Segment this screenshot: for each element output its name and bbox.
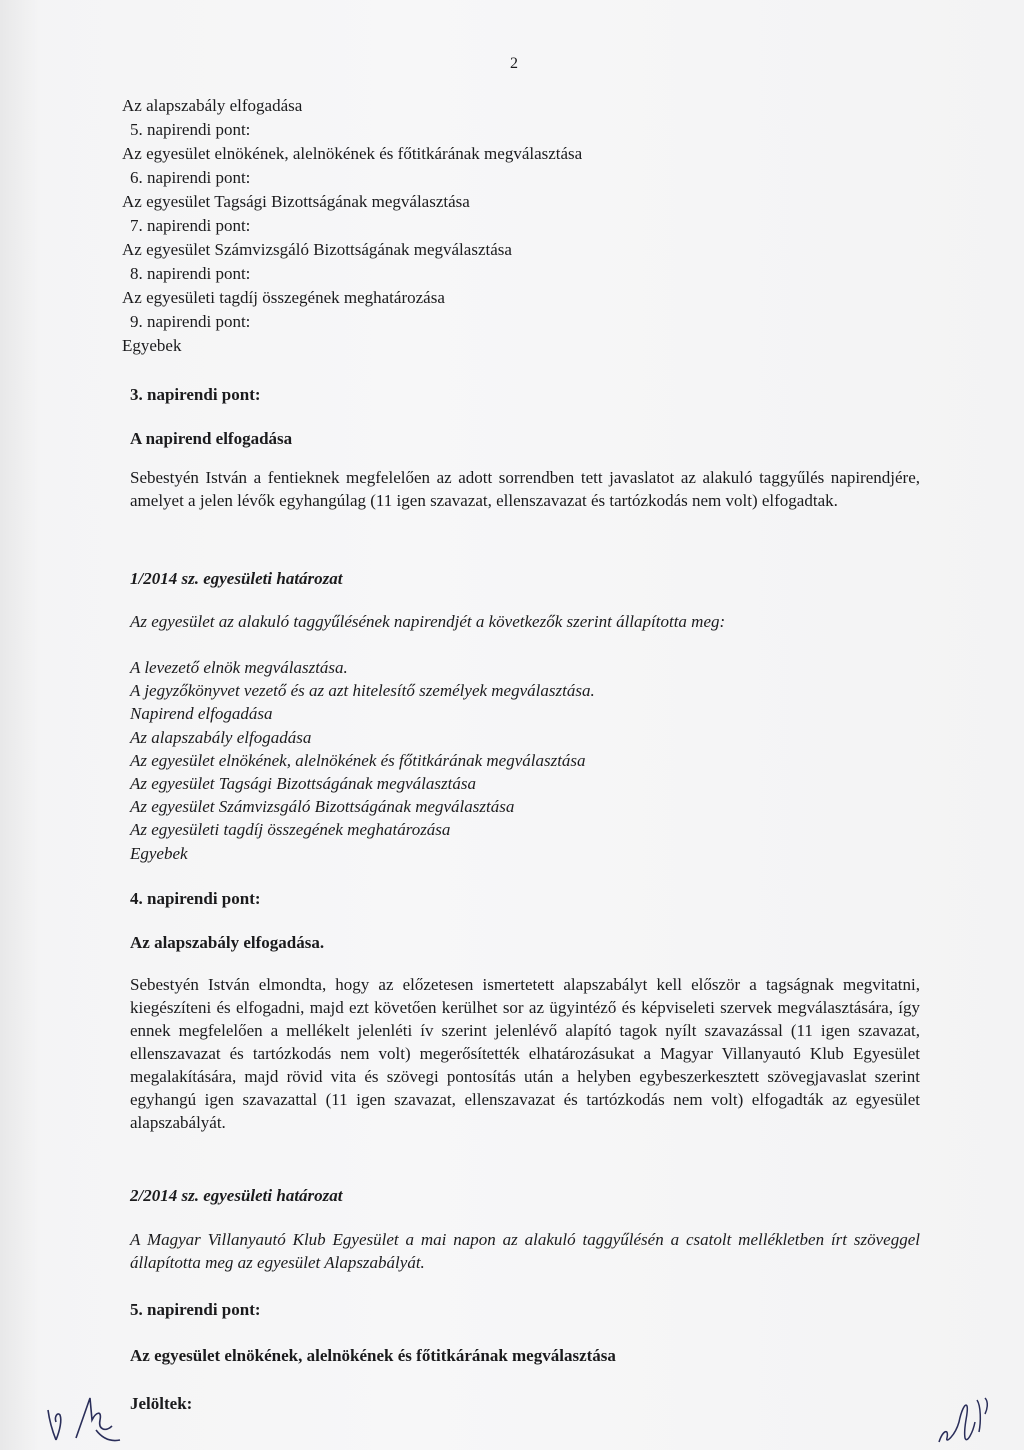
agenda-item-text: Az egyesület elnökének, alelnökének és főtitkárának megválasztása	[122, 144, 583, 163]
section3-title: A napirend elfogadása	[130, 429, 293, 448]
section3-body: Sebestyén István a fentieknek megfelelően az adott sorrendben tett javaslatot az alakuló taggyűlés napirendjére, amelyet a jelen lévők egyhangúlag (11 igen szavazat, ellenszavazat és tartózkodás nem volt) elfogadtak.	[130, 468, 920, 510]
signature-left-icon	[40, 1390, 125, 1445]
agenda-item-text: Az egyesületi tagdíj összegének meghatározása	[122, 288, 445, 307]
page-edge-shadow	[0, 0, 40, 1450]
agenda-list	[122, 94, 822, 358]
page-number: 2	[510, 55, 518, 72]
agenda-item-text: Az alapszabály elfogadása	[122, 96, 303, 115]
resolution-1-intro: Az egyesület az alakuló taggyűlésének napirendjét a következők szerint állapította meg:	[130, 612, 726, 631]
agenda-item-text: Az egyesület Számvizsgáló Bizottságának megválasztása	[122, 240, 512, 259]
resolution-1-item: A jegyzőkönyvet vezető és az azt hitelesítő személyek megválasztása.	[130, 681, 595, 701]
resolution-1-item: Az egyesületi tagdíj összegének meghatározása	[130, 820, 451, 840]
resolution-1-item: Egyebek	[130, 843, 188, 863]
resolution-1-list	[130, 656, 920, 865]
resolution-1-item: Az egyesület Számvizsgáló Bizottságának megválasztása	[130, 797, 515, 817]
agenda-item-text: Egyebek	[122, 336, 182, 355]
agenda-item-number: 6. napirendi pont:	[130, 168, 251, 187]
section4-body: Sebestyén István elmondta, hogy az előzetesen ismertetett alapszabályt kell először a tagságnak megvitatni, kiegészíteni és elfogadni, majd ezt követően kerülhet sor az ügyintéző és képviseleti szervek megválasztására, így ennek megfelelően a mellékelt jelenléti ív szerint jelenlévő alapító tagok nyílt szavazással (11 igen szavazat, ellenszavazat és tartózkodás nem volt) megerősítették elhatározásukat a Magyar Villanyautó Klub Egyesület megalakítására, majd rövid vita és szövegi pontosítás után a helyben egybeszerkesztett szövegjavaslat szerint egyhangú igen szavazattal (11 igen szavazat, ellenszavazat és tartózkodás nem volt) elfogadták az egyesület alapszabályát.	[130, 975, 920, 1132]
agenda-item-text: Az egyesület Tagsági Bizottságának megválasztása	[122, 192, 470, 211]
agenda-item-number: 5. napirendi pont:	[130, 120, 251, 139]
section5-heading: 5. napirendi pont:	[130, 1300, 261, 1319]
resolution-2-text: A Magyar Villanyautó Klub Egyesület a mai napon az alakuló taggyűlésén a csatolt mellékletben írt szöveggel állapította meg az egyesület Alapszabályát.	[130, 1230, 920, 1272]
resolution-1-item: Napirend elfogadása	[130, 704, 273, 724]
resolution-1-item: A levezető elnök megválasztása.	[130, 658, 348, 677]
section4-title: Az alapszabály elfogadása.	[130, 933, 325, 952]
section4-heading: 4. napirendi pont:	[130, 889, 261, 908]
agenda-item-number: 7. napirendi pont:	[130, 216, 251, 235]
agenda-item-number: 9. napirendi pont:	[130, 312, 251, 331]
signature-right-icon	[935, 1392, 995, 1447]
section3-heading: 3. napirendi pont:	[130, 385, 261, 404]
candidates-label: Jelöltek:	[130, 1394, 193, 1413]
section5-title: Az egyesület elnökének, alelnökének és főtitkárának megválasztása	[130, 1346, 616, 1365]
agenda-item-number: 8. napirendi pont:	[130, 264, 251, 283]
resolution-1-title: 1/2014 sz. egyesületi határozat	[130, 569, 343, 588]
resolution-1-item: Az egyesület Tagsági Bizottságának megválasztása	[130, 774, 476, 794]
resolution-1-item: Az alapszabály elfogadása	[130, 727, 312, 747]
resolution-2-title: 2/2014 sz. egyesületi határozat	[130, 1186, 343, 1205]
resolution-1-item: Az egyesület elnökének, alelnökének és főtitkárának megválasztása	[130, 750, 586, 770]
